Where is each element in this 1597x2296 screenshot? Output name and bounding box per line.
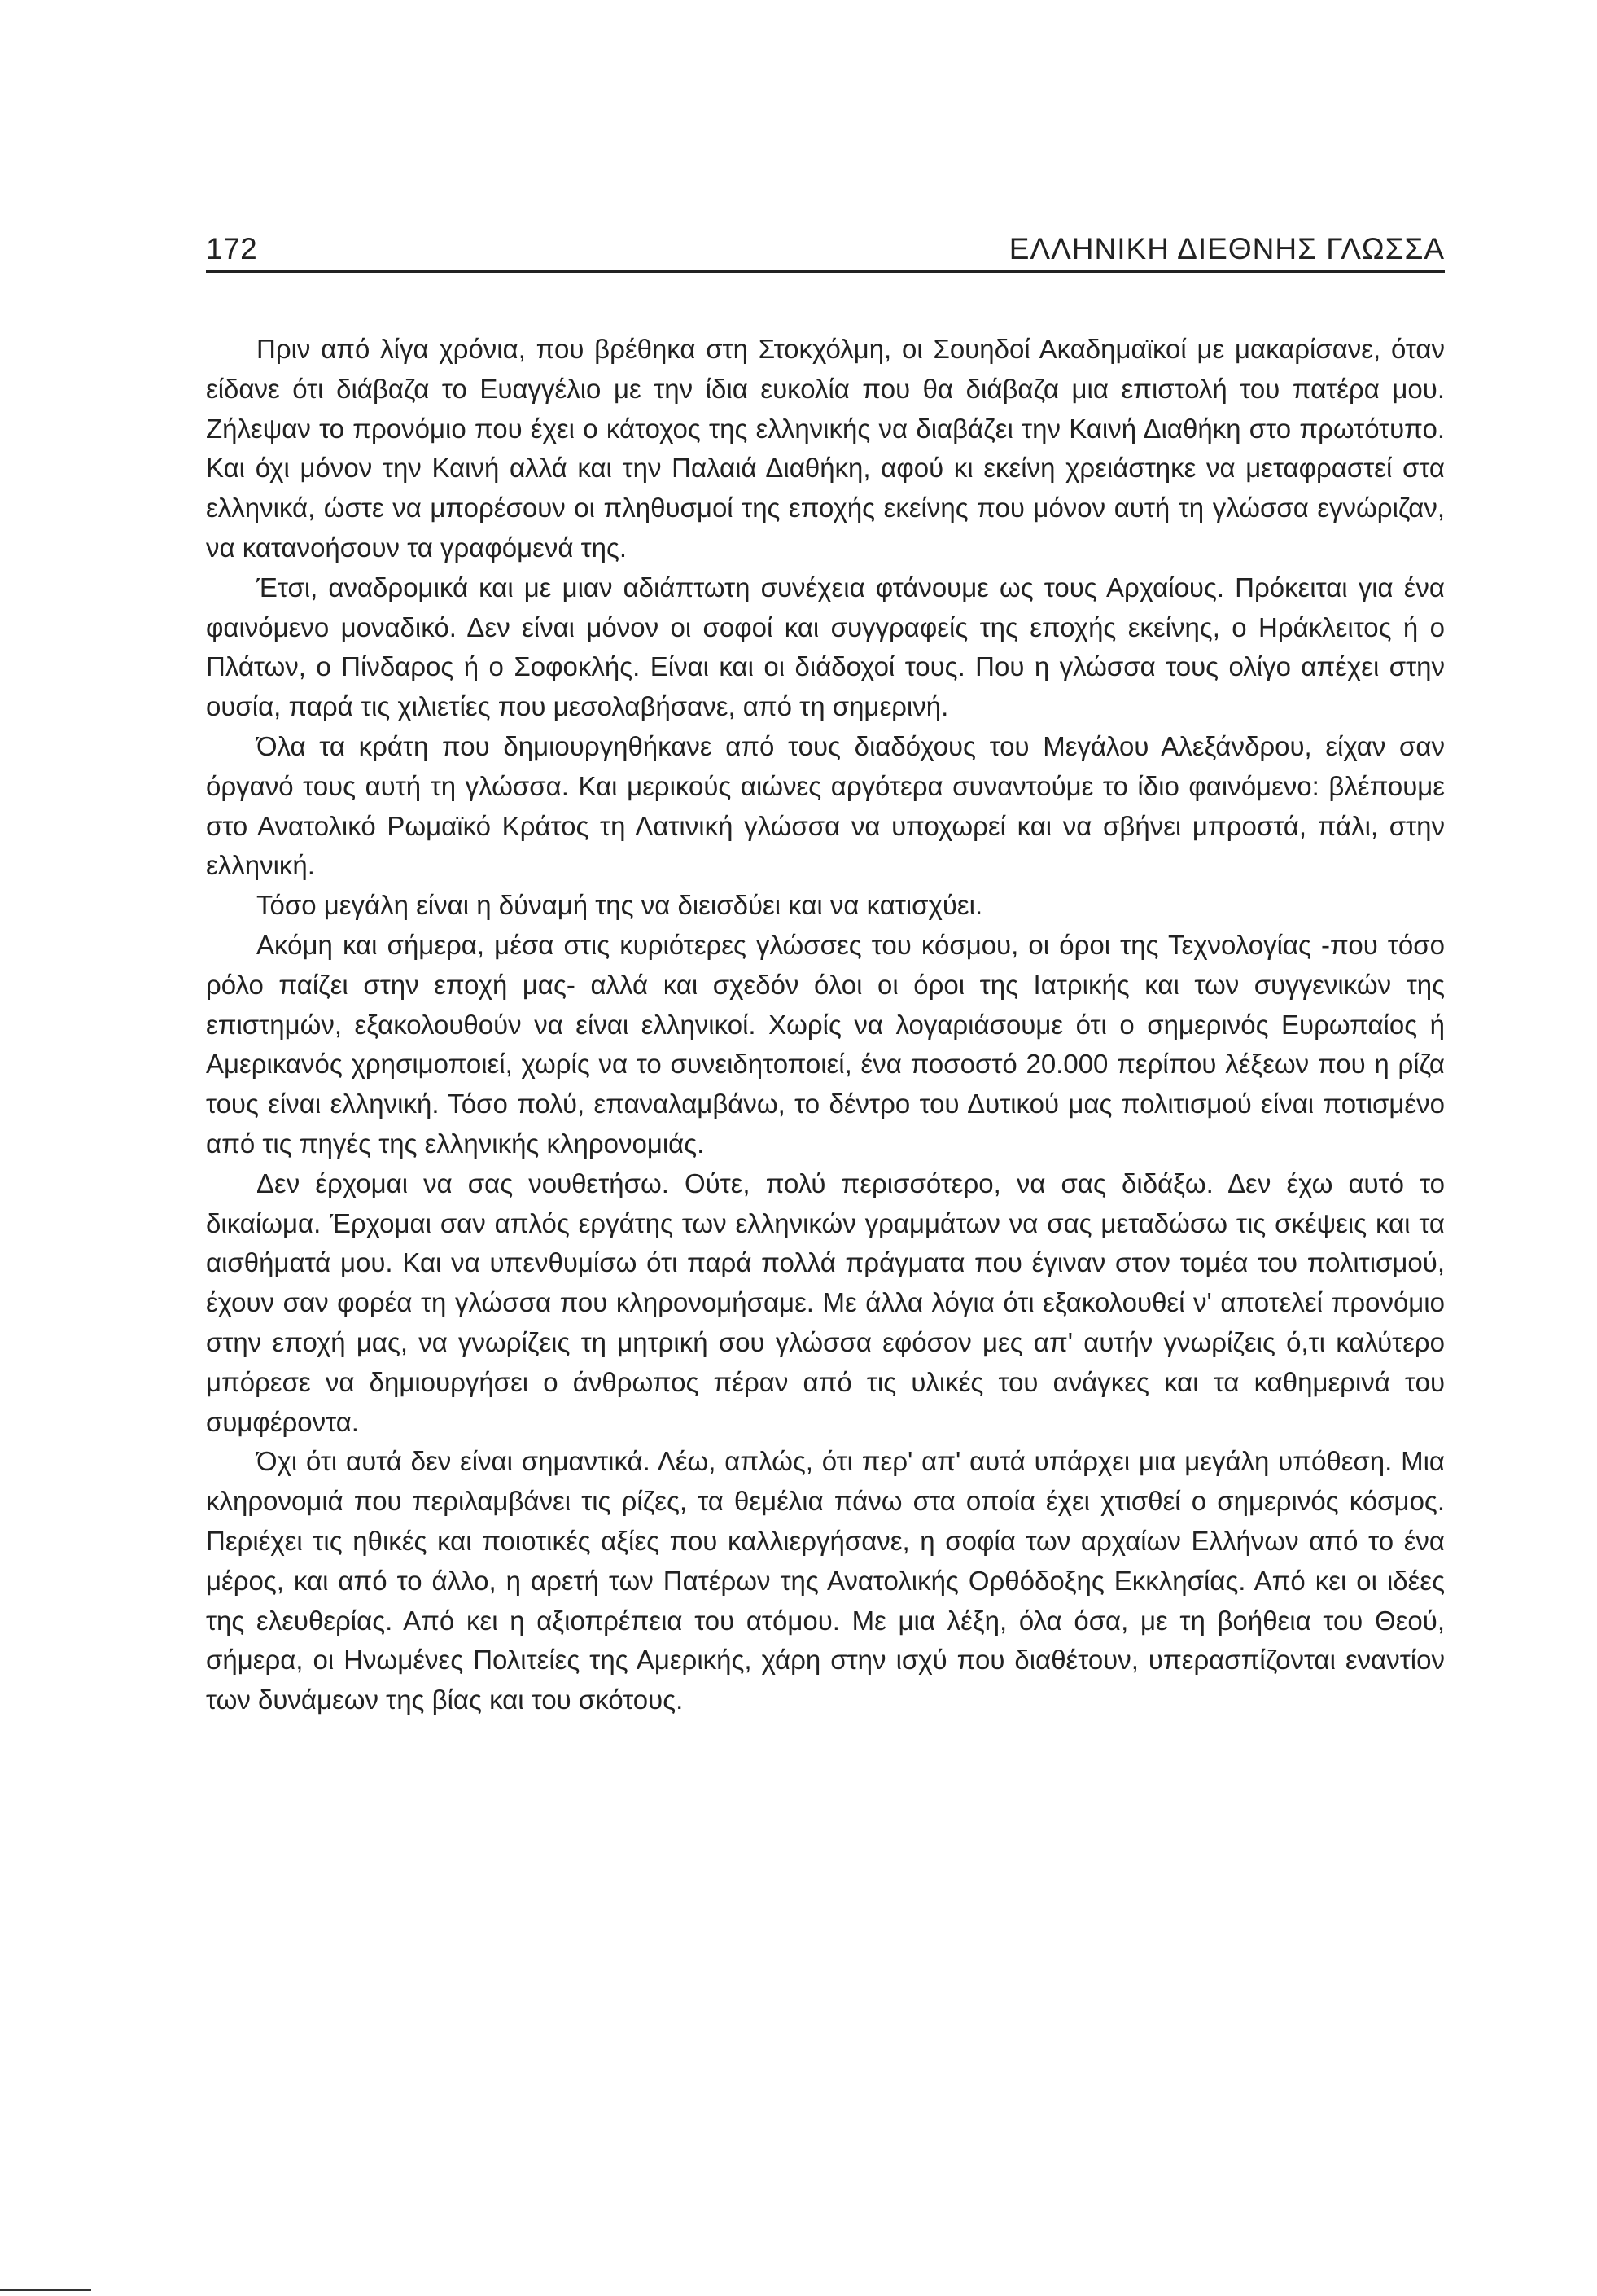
page-number: 172 (206, 232, 258, 265)
running-header (206, 231, 1445, 273)
paragraph: Όλα τα κράτη που δημιουργηθήκανε από τους διαδόχους του Μεγάλου Αλεξάνδρου, είχαν σαν όργανό τους αυτή τη γλώσσα. Και μερικούς αιώνες αργότερα συναντούμε το ίδιο φαινόμενο: βλέπουμε στο Ανατολικό Ρωμαϊκό Κράτος τη Λατινική γλώσσα να υποχωρεί και να σβήνει μπροστά, πάλι, στην ελληνική. (206, 730, 1445, 881)
paragraph: Όχι ότι αυτά δεν είναι σημαντικά. Λέω, απλώς, ότι περ' απ' αυτά υπάρχει μια μεγάλη υπόθεση. Μια κληρονομιά που περιλαμβάνει τις ρίζες, τα θεμέλια πάνω στα οποία έχει χτισθεί ο σημερινός κόσμος. Περιέχει τις ηθικές και ποιοτικές αξίες που καλλιεργήσανε, η σοφία των αρχαίων Ελλήνων από το ένα μέρος, και από το άλλο, η αρετή των Πατέρων της Ανατολικής Ορθόδοξης Εκκλησίας. Από κει οι ιδέες της ελευθερίας. Από κει η αξιοπρέπεια του ατόμου. Με μια λέξη, όλα όσα, με τη βοήθεια του Θεού, σήμερα, οι Ηνωμένες Πολιτείες της Αμερικής, χάρη στην ισχύ που διαθέτουν, υπερασπίζονται εναντίον των δυνάμεων της βίας και του σκότους. (206, 1446, 1445, 1715)
footer-rule (0, 2289, 91, 2291)
body-text (206, 330, 1445, 1720)
paragraph: Δεν έρχομαι να σας νουθετήσω. Ούτε, πολύ περισσότερο, να σας διδάξω. Δεν έχω αυτό το δικαίωμα. Έρχομαι σαν απλός εργάτης των ελληνικών γραμμάτων να σας μεταδώσω τις σκέψεις και τα αισθήματά μου. Και να υπενθυμίσω ότι παρά πολλά πράγματα που έγιναν στον τομέα του πολιτισμού, έχουν σαν φορέα τη γλώσσα που κληρονομήσαμε. Με άλλα λόγια ότι εξακολουθεί ν' αποτελεί προνόμιο στην εποχή μας, να γνωρίζεις τη μητρική σου γλώσσα εφόσον μες απ' αυτήν γνωρίζεις ό,τι καλύτερο μπόρεσε να δημιουργήσει ο άνθρωπος πέραν από τις υλικές του ανάγκες και τα καθημερινά του συμφέροντα. (206, 1168, 1445, 1437)
paragraph: Ακόμη και σήμερα, μέσα στις κυριότερες γλώσσες του κόσμου, οι όροι της Τεχνολογίας -που τόσο ρόλο παίζει στην εποχή μας- αλλά και σχεδόν όλοι οι όροι της Ιατρικής και των συγγενικών της επιστημών, εξακολουθούν να είναι ελληνικοί. Χωρίς να λογαριάσουμε ότι ο σημερινός Ευρωπαίος ή Αμερικανός χρησιμοποιεί, χωρίς να το συνειδητοποιεί, ένα ποσοστό 20.000 περίπου λέξεων που η ρίζα τους είναι ελληνική. Τόσο πολύ, επαναλαμβάνω, το δέντρο του Δυτικού μας πολιτισμού είναι ποτισμένο από τις πηγές της ελληνικής κληρονομιάς. (206, 929, 1445, 1159)
running-title: ΕΛΛΗΝΙΚΗ ΔΙΕΘΝΗΣ ΓΛΩΣΣΑ (1009, 232, 1445, 265)
paragraph: Τόσο μεγάλη είναι η δύναμή της να διεισδύει και να κατισχύει. (256, 890, 983, 921)
paragraph: Πριν από λίγα χρόνια, που βρέθηκα στη Στοκχόλμη, οι Σουηδοί Ακαδημαϊκοί με μακαρίσανε, όταν είδανε ότι διάβαζα το Ευαγγέλιο με την ίδια ευκολία που θα διάβαζα μια επιστολή του πατέρα μου. Ζήλεψαν το προνόμιο που έχει ο κάτοχος της ελληνικής να διαβάζει την Καινή Διαθήκη στο πρωτότυπο. Και όχι μόνον την Καινή αλλά και την Παλαιά Διαθήκη, αφού κι εκείνη χρειάστηκε να μεταφραστεί στα ελληνικά, ώστε να μπορέσουν οι πληθυσμοί της εποχής εκείνης που μόνον αυτή τη γλώσσα εγνώριζαν, να κατανοήσουν τα γραφόμενά της. (206, 334, 1445, 563)
paragraph: Έτσι, αναδρομικά και με μιαν αδιάπτωτη συνέχεια φτάνουμε ως τους Αρχαίους. Πρόκειται για ένα φαινόμενο μοναδικό. Δεν είναι μόνον οι σοφοί και συγγραφείς της εποχής εκείνης, ο Ηράκλειτος ή ο Πλάτων, ο Πίνδαρος ή ο Σοφοκλής. Είναι και οι διάδοχοί τους. Που η γλώσσα τους ολίγο απέχει στην ουσία, παρά τις χιλιετίες που μεσολαβήσανε, από τη σημερινή. (206, 572, 1445, 722)
